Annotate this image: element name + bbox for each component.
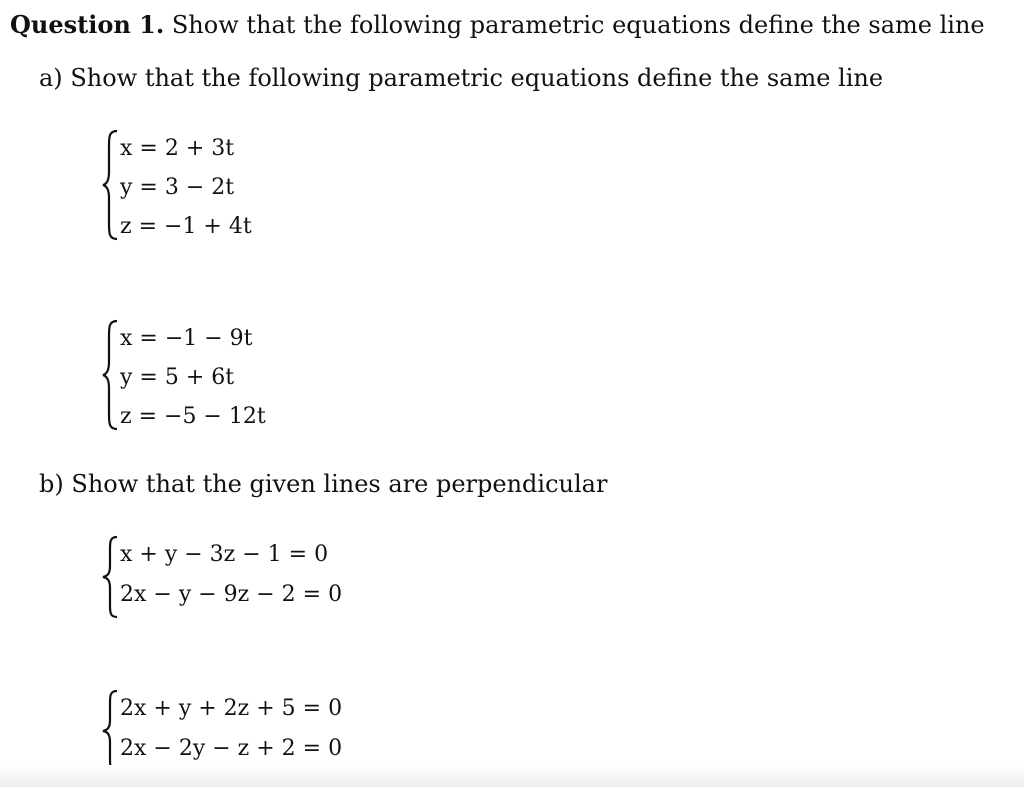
- equation: 2x + y + 2z + 5 = 0: [120, 696, 343, 721]
- left-brace-icon: [100, 534, 120, 620]
- equation: z = −1 + 4t: [120, 214, 252, 239]
- equation: x = −1 − 9t: [120, 326, 253, 351]
- question-heading: [10, 10, 985, 39]
- equation: y = 5 + 6t: [120, 365, 235, 390]
- left-brace-icon: [100, 688, 120, 774]
- equation: 2x − y − 9z − 2 = 0: [120, 582, 343, 607]
- equation: x = 2 + 3t: [120, 136, 235, 161]
- part-a-heading: [39, 64, 883, 92]
- part-b-heading: [39, 470, 607, 498]
- question-text: Show that the following parametric equations define the same line: [171, 11, 985, 39]
- part-a-label: a): [39, 64, 63, 92]
- bottom-shadow: [0, 765, 1024, 787]
- part-b-label: b): [39, 470, 64, 498]
- equation: y = 3 − 2t: [120, 175, 235, 200]
- part-a-text: Show that the following parametric equations define the same line: [70, 64, 884, 92]
- question-label: Question 1.: [10, 10, 165, 39]
- part-b-text: Show that the given lines are perpendicular: [71, 470, 608, 498]
- left-brace-icon: [100, 128, 120, 242]
- left-brace-icon: [100, 318, 120, 432]
- equation: x + y − 3z − 1 = 0: [120, 542, 329, 567]
- equation: 2x − 2y − z + 2 = 0: [120, 736, 343, 761]
- equation: z = −5 − 12t: [120, 404, 266, 429]
